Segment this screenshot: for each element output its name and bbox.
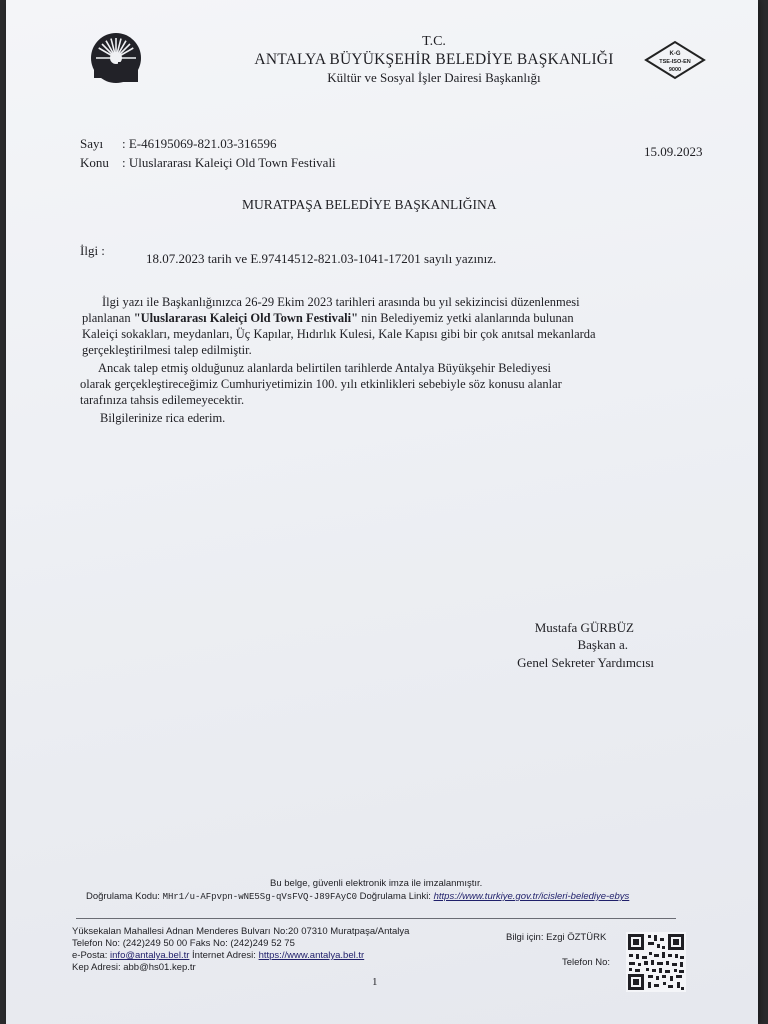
internet-label: İnternet Adresi: (192, 950, 256, 961)
document-page (6, 0, 758, 1024)
body-p1-line2-pre: planlanan (82, 311, 134, 325)
esign-note: Bu belge, güvenli elektronik imza ile imzalanmıştır. (270, 878, 483, 889)
verification-code: MHr1/u-AFpvpn-wNE5Sg-qVsFVQ-J89FAyC0 (162, 892, 358, 902)
quality-certificate-icon (642, 40, 708, 80)
page-number: 1 (372, 976, 378, 988)
sayi-label: Sayı (80, 136, 104, 151)
konu-label: Konu (80, 155, 109, 170)
document-date: 15.09.2023 (644, 144, 703, 159)
body-p3: Bilgilerinize rica ederim. (100, 411, 226, 425)
festival-name: "Uluslararası Kaleiçi Old Town Festivali" (133, 311, 359, 325)
body-p1-line3: Kaleiçi sokakları, meydanları, Üç Kapılar, Hıdırlık Kulesi, Kale Kapısı gibi bir çok anıtsal mekanlarda (82, 327, 596, 341)
body-p2-line1: Ancak talep etmiş olduğunuz alanlarda belirtilen tarihlerde Antalya Büyükşehir Belediyesi (98, 361, 551, 375)
verification-code-label: Doğrulama Kodu: (86, 891, 160, 902)
footer-divider (76, 918, 676, 919)
header-tc: T.C. (422, 34, 446, 49)
department-name: Kültür ve Sosyal İşler Dairesi Başkanlığı (327, 70, 541, 85)
verification-link[interactable]: https://www.turkiye.gov.tr/icisleri-belediye-ebys (433, 891, 630, 902)
footer-address: Yüksekalan Mahallesi Adnan Menderes Bulvarı No:20 07310 Muratpaşa/Antalya (72, 926, 410, 937)
institution-name: ANTALYA BÜYÜKŞEHİR BELEDİYE BAŞKANLIĞI (254, 51, 614, 68)
badge-line-2: TSE-ISO-EN (659, 59, 691, 65)
signer-title-1: Başkan a. (577, 637, 628, 652)
body-p1-line4: gerçekleştirilmesi talep edilmiştir. (82, 343, 252, 357)
verification-line (86, 891, 629, 902)
body-p1-line2-post: nin Belediyemiz yetki alanlarında bulunan (358, 311, 574, 325)
eposta-label: e-Posta: (72, 950, 108, 961)
info-phone: Telefon No: (562, 957, 611, 968)
footer-phone: Telefon No: (242)249 50 00 Faks No: (242)249 52 75 (72, 938, 295, 949)
recipient: MURATPAŞA BELEDİYE BAŞKANLIĞINA (242, 197, 497, 212)
eposta-link[interactable]: info@antalya.bel.tr (110, 950, 190, 961)
sayi-value: : E-46195069-821.03-316596 (122, 136, 277, 151)
info-person: Bilgi için: Ezgi ÖZTÜRK (506, 932, 607, 943)
qr-code-icon (626, 932, 686, 992)
verification-link-label: Doğrulama Linki: (359, 891, 431, 902)
footer-contacts (72, 950, 364, 961)
signer-name: Mustafa GÜRBÜZ (534, 620, 634, 635)
badge-line-3: 9000 (668, 67, 682, 73)
signer-title-2: Genel Sekreter Yardımcısı (517, 655, 654, 670)
body-p1-line2 (82, 311, 574, 327)
badge-line-1: K-G (669, 51, 681, 57)
ilgi-label: İlgi : (80, 243, 105, 258)
ilgi-value: 18.07.2023 tarih ve E.97414512-821.03-1041-17201 sayılı yazınız. (146, 251, 497, 266)
footer-kep: Kep Adresi: abb@hs01.kep.tr (72, 962, 196, 973)
internet-link[interactable]: https://www.antalya.bel.tr (258, 950, 365, 961)
body-p2-line3: tarafınıza tahsis edilemeyecektir. (80, 393, 245, 407)
body-p1-line1: İlgi yazı ile Başkanlığınızca 26-29 Ekim 2023 tarihleri arasında bu yıl sekizincisi düzenlenmesi (102, 295, 580, 309)
konu-value: : Uluslararası Kaleiçi Old Town Festivali (122, 155, 336, 170)
body-p2-line2: olarak gerçekleştireceğimiz Cumhuriyetimizin 100. yılı etkinlikleri sebebiyle söz konusu alanlar (80, 377, 562, 391)
